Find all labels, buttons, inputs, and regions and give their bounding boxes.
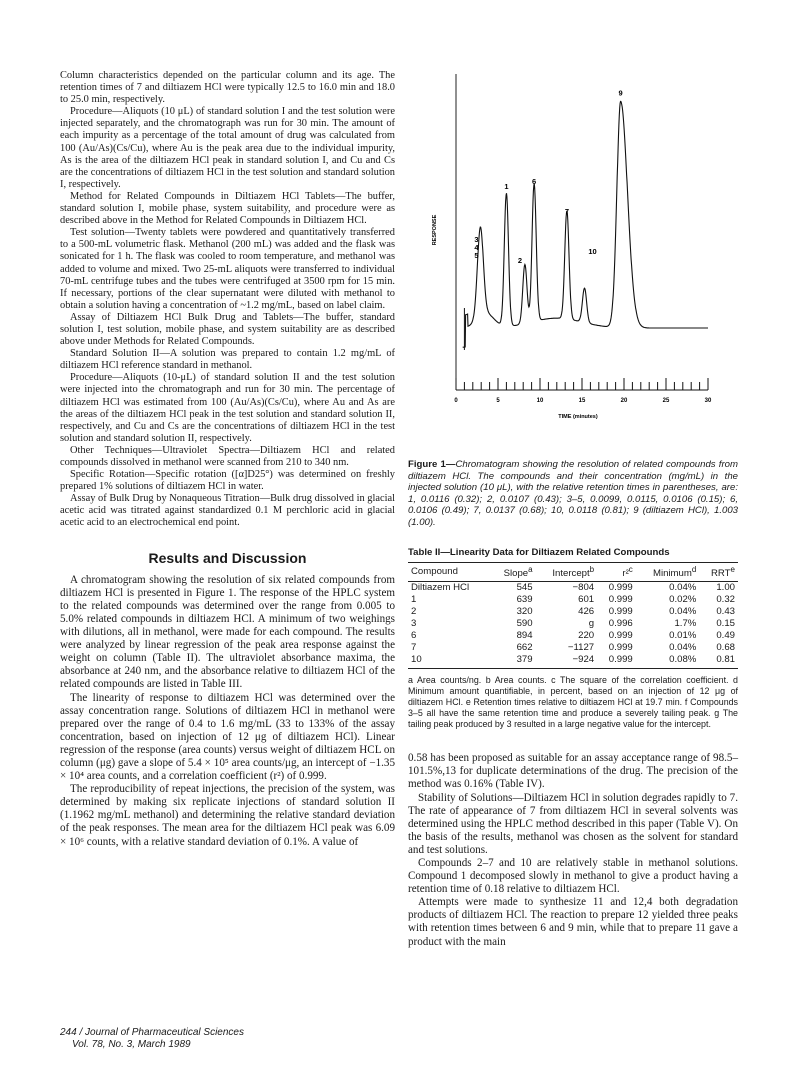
peak-label: 3 <box>474 235 479 245</box>
table-cell: 220 <box>578 630 595 642</box>
table-header-cell: Compound <box>408 562 491 581</box>
peak-label: 7 <box>564 206 569 216</box>
table-cell: 10 <box>408 654 491 669</box>
table-row <box>408 581 738 594</box>
table-cell: 0.999 <box>608 642 633 654</box>
paragraph: Stability of Solutions—Diltiazem HCl in solution degrades rapidly to 7. The rate of appearance of 7 from diltiazem HCl in several solvents was determined using the HPLC method described in this paper (Table V). On the basis of the results, methanol was chosen as the solvent for standard and test solutions. <box>408 791 738 856</box>
y-axis-label: RESPONSE <box>432 214 438 246</box>
table-footnotes: a Area counts/ng. b Area counts. c The square of the correlation coefficient. d Minimum amount quantifiable, in percent, based on an injection of 12 μg of diltiazem HCl. e Retention times relative to diltiazem HCl at 19.7 min. f Compounds 3–5 all have the same retention time and produce a severely tailing peak. g The tailing peak produced by 3 resulted in a large negative value for the intercept. <box>408 675 738 730</box>
x-tick-label: 0 <box>454 398 458 404</box>
table-cell: 545 <box>516 582 533 594</box>
paragraph: Assay of Diltiazem HCl Bulk Drug and Tablets—The buffer, standard solution I, test solution, mobile phase, and system suitability are as described above under Methods for Related Compounds. <box>60 311 395 348</box>
results-section <box>60 574 395 849</box>
table-cell: 601 <box>578 594 595 606</box>
paragraph: Column characteristics depended on the particular column and its age. The retention times of 7 and diltiazem HCl were typically 12.5 to 16.0 min and 18.0 to 25.0 min, respectively. <box>60 70 395 106</box>
peak-label: 4 <box>474 243 479 253</box>
table-cell: 1.7% <box>674 618 697 630</box>
paragraph: Specific Rotation—Specific rotation ([α]D25°) was determined on freshly prepared 1% solutions of diltiazem HCl in water. <box>60 469 395 493</box>
table-title: Table II—Linearity Data for Diltiazem Related Compounds <box>408 546 670 558</box>
table-cell: 0.08% <box>636 654 700 669</box>
table-cell: 0.68 <box>716 642 735 654</box>
peak-label: 9 <box>618 88 623 98</box>
table-cell: 590 <box>516 618 533 630</box>
table-cell: 7 <box>411 642 417 654</box>
table-cell: 379 <box>491 654 536 669</box>
table-cell: 0.999 <box>608 630 633 642</box>
table-cell: Diltiazem HCl <box>411 582 470 594</box>
right-column <box>408 60 738 949</box>
table-cell: 0.999 <box>608 606 633 618</box>
paragraph: Test solution—Twenty tablets were powdered and quantitatively transferred to a 500-mL volumetric flask. Methanol (200 mL) was added and the flask was sonicated for 1 h. The flask was cooled to room temperature, and methanol was added to volume and mixed. Two 25-mL aliquots were transferred to individual 70-mL centrifuge tubes and the tubes were centrifuged at 3500 rpm for 15 min. If necessary, portions of the clear supernatant were diluted with methanol to obtain a solution having a concentration of ~1.2 mg/mL, based on label claim. <box>60 227 395 311</box>
table-cell: 0.999 <box>608 582 633 594</box>
figure-caption-label: Figure 1— <box>408 459 456 470</box>
peak-label: 1 <box>504 182 509 192</box>
table-cell: 0.02% <box>669 594 697 606</box>
table-row <box>408 594 738 606</box>
table-cell: 1.00 <box>716 582 735 594</box>
table-cell: 0.04% <box>669 582 697 594</box>
linearity-table <box>408 562 738 670</box>
footer-journal: 244 / Journal of Pharmaceutical Sciences <box>60 1027 244 1038</box>
table-cell: −1127 <box>567 642 595 654</box>
peak-labels <box>474 89 622 265</box>
paragraph: Method for Related Compounds in Diltiazem HCl Tablets—The buffer, standard solution I, mobile phase, system suitability, and procedure were as described above in the Method for Related Compounds in Diltiazem HCl. <box>60 190 395 227</box>
table-cell: −924 <box>536 654 598 669</box>
table-cell: 0.999 <box>608 594 633 606</box>
table-header-cell: RRT$^e$ <box>699 562 738 581</box>
figure-caption-text: Chromatogram showing the resolution of related compounds from diltiazem HCl. The compounds and their concentration (mg/mL) in the injected solution (10 μL), with the relative retention times in parentheses, are: 1, 0.0116 (0.32); 2, 0.0107 (0.43); 3–5, 0.0099, 0.0115, 0.0106 (0.15); 6, 0.0106 (0.49); 7, 0.0137 (0.68); 10, 0.0118 (0.81); 9 (diltiazem HCl), 1.003 (1.00). <box>408 459 738 528</box>
paragraph: A chromatogram showing the resolution of six related compounds from diltiazem HCl is presented in Figure 1. The response of the HPLC system to the related compounds was determined over the range from 0.005 to 5.0% related compounds in diltiazem HCl. A minimum of two weighings with dilutions, all in methanol, were made for each compound. The results were analyzed by linear regression of the peak area response against the weight on column (Table II). The ultraviolet absorbance maxima, the absorbance at 240 nm, and the absorbance relative to diltiazem HCl of the related compounds are listed in Table III. <box>60 573 395 691</box>
table-header-cell: r²$^c$ <box>597 562 636 581</box>
section-heading: Results and Discussion <box>148 549 307 566</box>
paragraph: The linearity of response to diltiazem HCl was determined over the assay concentration range. Solutions of diltiazem HCl in methanol were prepared over the range of 0.4 to 1.6 mg/mL (33 to 133% of the assay concentration, based on injection of 12 μg of diltiazem HCl). Linear regression of the response (area counts) versus weight of diltiazem HCL on column (μg) gave a slope of 5.4 × 10⁵ area counts/μg, an intercept of −1.35 × 10⁴ area counts, and a correlation coefficient (r²) of 0.999. <box>60 691 395 783</box>
peak-label: 2 <box>517 256 522 265</box>
table-cell: 0.49 <box>716 630 735 642</box>
table-row <box>408 630 738 642</box>
paragraph: Other Techniques—Ultraviolet Spectra—Diltiazem HCl and related compounds dissolved in methanol were scanned from 210 to 340 nm. <box>60 444 395 468</box>
table-row <box>408 618 738 630</box>
paragraph: Assay of Bulk Drug by Nonaqueous Titration—Bulk drug dissolved in glacial acetic acid was titrated against standardized 0.1 M perchloric acid in glacial acetic acid to an electrochemical end point. <box>60 493 395 529</box>
x-tick-label: 5 <box>496 398 500 404</box>
table-row <box>408 606 738 618</box>
table-header-row <box>408 562 738 581</box>
paragraph: Attempts were made to synthesize 11 and 12,4 both degradation products of diltiazem HCl. The reaction to prepare 12 yielded three peaks with retention times between 6 and 9 min, while that to prepare 11 gave a product with the main <box>408 896 738 948</box>
table-cell: 0.996 <box>608 618 633 630</box>
table-cell: 0.81 <box>699 654 738 669</box>
table-cell: 0.01% <box>669 630 697 642</box>
table-cell: −804 <box>572 582 595 594</box>
table-row <box>408 642 738 654</box>
paragraph: Standard Solution II—A solution was prepared to contain 1.2 mg/mL of diltiazem HCl reference standard in methanol. <box>60 348 395 372</box>
table-cell: 6 <box>411 630 417 642</box>
peak-label: 5 <box>474 251 479 261</box>
table-cell: 0.04% <box>669 606 697 618</box>
table-header-cell: Slope$^a$ <box>491 562 536 581</box>
table-cell: 0.32 <box>716 594 735 606</box>
table-cell: 426 <box>578 606 595 618</box>
paragraph: Procedure—Aliquots (10 μL) of standard solution I and the test solution were injected separately, and the chromatograph was run for 30 min. The amount of each impurity as a percentage of the total amount of drug was calculated from 100 (Au/As)(Cs/Cu), where Au is the peak area due to the individual impurity, As is the area of the diltiazem HCl peak in standard solution I, and Cu and Cs are the concentrations of diltiazem HCl in the test solution and standard solution I, respectively. <box>60 106 395 190</box>
table-cell: 0.43 <box>716 606 735 618</box>
table-cell: 320 <box>516 606 533 618</box>
footer-volume: Vol. 78, No. 3, March 1989 <box>72 1039 191 1050</box>
table-cell: 894 <box>516 630 533 642</box>
table-cell: 0.15 <box>716 618 735 630</box>
table-cell: 639 <box>516 594 533 606</box>
table-cell: 3 <box>411 618 417 630</box>
x-axis <box>454 378 712 404</box>
chromatogram-chart <box>408 60 738 455</box>
peak-label: 6 <box>532 177 537 187</box>
table-cell: 662 <box>516 642 533 654</box>
figure-caption <box>408 459 738 529</box>
x-tick-label: 10 <box>536 398 544 404</box>
table-header-cell: Minimum$^d$ <box>636 562 700 581</box>
table-cell: 1 <box>411 594 417 606</box>
table-row <box>408 654 738 669</box>
peak-label: 10 <box>588 247 597 257</box>
right-column-text <box>408 752 738 948</box>
table-cell: 0.04% <box>669 642 697 654</box>
x-tick-label: 15 <box>578 398 586 404</box>
x-axis-label: TIME (minutes) <box>558 414 598 420</box>
paragraph: Procedure—Aliquots (10-μL) of standard solution II and the test solution were injected into the chromatograph and run for 30 min. The percentage of diltiazem HCl was estimated from 100 (Au/As)(Cs/Cu), where Au and As are the areas of the diltiazem HCl peak in the test solution and standard solution II, respectively, and Cu and Cs are the concentrations of diltiazem HCl in the test solution and standard solution II, respectively. <box>60 372 395 444</box>
paragraph: The reproducibility of repeat injections, the precision of the system, was determined by making six replicate injections of standard solution II (1.1962 mg/mL methanol) and determining the relative standard deviation of the peak responses. The mean area for the diltiazem HCl peak was 6.09 × 10⁶ counts, with a relative standard deviation of 0.1%. A value of <box>60 783 395 848</box>
table-cell: 0.999 <box>597 654 636 669</box>
chromatogram-trace <box>463 101 708 347</box>
left-column <box>60 70 395 849</box>
x-tick-label: 25 <box>662 398 670 404</box>
chromatogram-figure <box>408 60 738 455</box>
table-cell: g <box>588 618 595 630</box>
table-cell: 2 <box>411 606 417 618</box>
page-footer <box>60 1027 244 1051</box>
table-header-cell: Intercept$^b$ <box>536 562 598 581</box>
x-tick-label: 20 <box>620 398 628 404</box>
table-body <box>408 581 738 669</box>
paragraph: 0.58 has been proposed as suitable for an assay acceptance range of 98.5–101.5%,13 for duplicate determinations of the drug. The precision of the method was 0.16% (Table IV). <box>408 752 738 791</box>
x-tick-label: 30 <box>704 398 712 404</box>
paragraph: Compounds 2–7 and 10 are relatively stable in methanol solutions. Compound 1 decomposed slowly in methanol to give a product having a retention time of 0.18 relative to diltiazem HCl. <box>408 857 738 896</box>
